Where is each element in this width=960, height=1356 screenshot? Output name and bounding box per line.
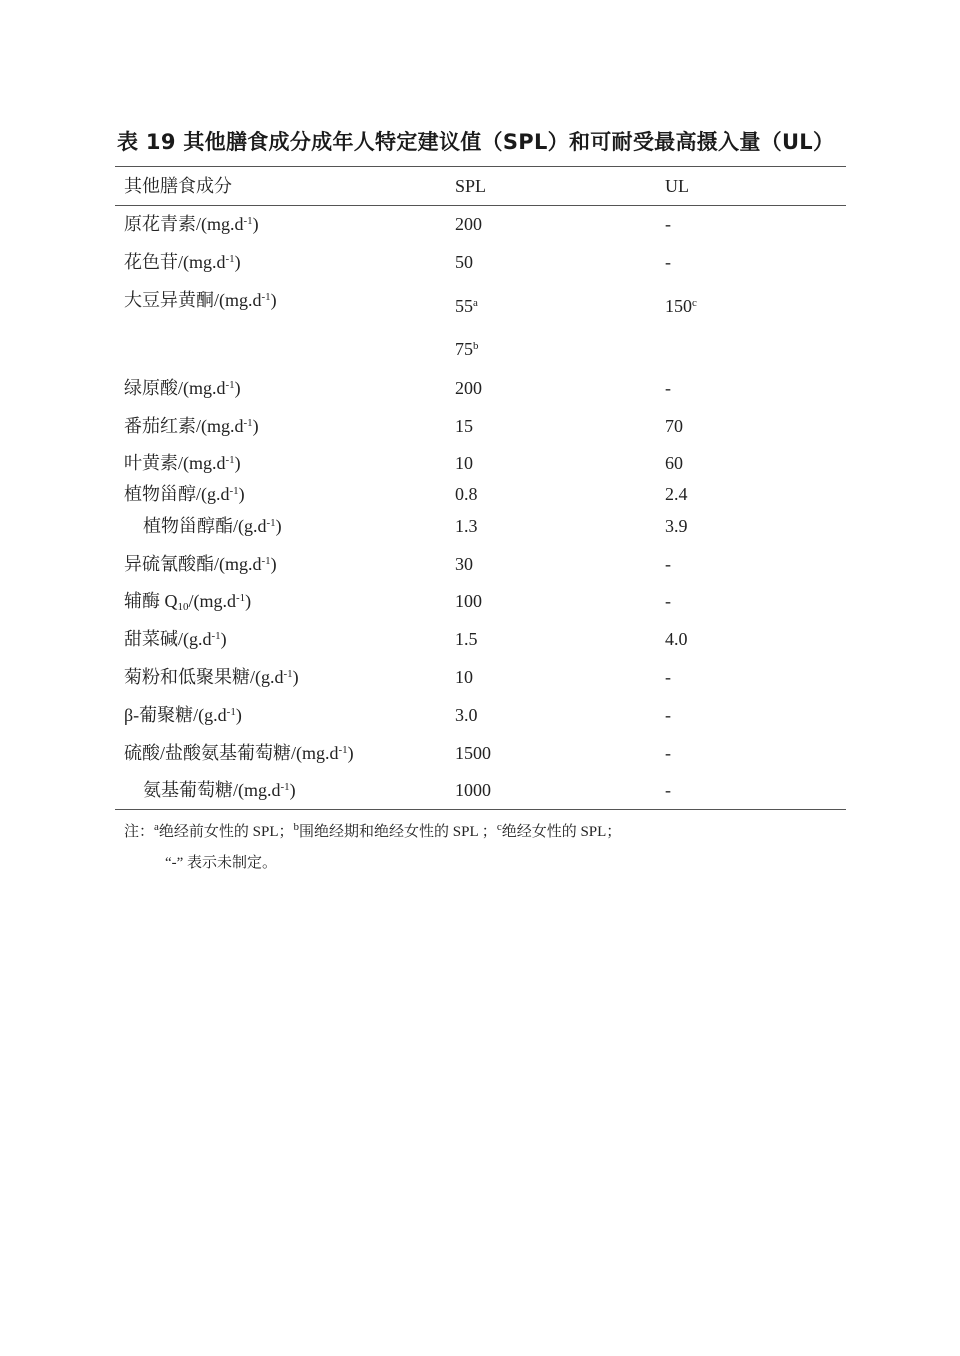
spl-value-spl-sup: b	[473, 340, 479, 352]
component-name	[124, 416, 259, 436]
component-name-name: 绿原酸/(mg.d	[124, 378, 226, 398]
spl-value	[455, 591, 482, 611]
spl-value	[455, 667, 473, 687]
spl-value-spl: 100	[455, 591, 482, 611]
spl-value-spl: 50	[455, 252, 473, 272]
component-name	[124, 743, 354, 763]
spl-value	[455, 214, 482, 234]
spl-value-spl: 0.8	[455, 484, 478, 504]
bottom-rule	[115, 809, 846, 810]
spl-value	[455, 629, 478, 649]
spl-value-spl: 15	[455, 416, 473, 436]
component-name	[124, 591, 251, 611]
ul-value	[665, 705, 671, 725]
ul-value-ul: -	[665, 591, 671, 611]
spl-value-spl: 200	[455, 378, 482, 398]
note-line2: “-” 表示未制定。	[165, 855, 278, 871]
spl-value-spl: 55	[455, 296, 473, 316]
component-name-end: )	[275, 516, 282, 536]
header-component: 其他膳食成分	[124, 176, 232, 196]
note-b-mark: b	[293, 821, 300, 833]
component-name	[124, 484, 245, 504]
note-prefix: 注：	[124, 824, 155, 840]
component-name-end: )	[245, 591, 252, 611]
component-name-sup: -1	[236, 592, 246, 604]
spl-value-spl: 10	[455, 667, 473, 687]
component-name-name: 原花青素/(mg.d	[124, 214, 244, 234]
component-name-end: )	[289, 780, 296, 800]
component-name	[124, 705, 242, 725]
component-name-sup: -1	[225, 454, 235, 466]
spl-value	[455, 252, 473, 272]
ul-value-ul: -	[665, 705, 671, 725]
component-name-end: )	[270, 290, 277, 310]
component-name-name: 硫酸/盐酸氨基葡萄糖/(mg.d	[124, 743, 339, 763]
ul-value	[665, 554, 671, 574]
component-name	[124, 629, 227, 649]
spl-value	[455, 378, 482, 398]
header-ul: UL	[665, 176, 689, 196]
ul-value-ul: -	[665, 554, 671, 574]
ul-value-ul: 3.9	[665, 516, 688, 536]
component-name	[124, 667, 299, 687]
note-a: 绝经前女性的 SPL；	[158, 824, 294, 840]
component-name-sup: -1	[243, 417, 253, 429]
spl-value-spl: 1.5	[455, 629, 478, 649]
component-name-end: )	[234, 252, 241, 272]
spl-value-spl: 10	[455, 453, 473, 473]
note-b: 围绝经期和绝经女性的 SPL ；	[299, 824, 497, 840]
component-name	[124, 554, 277, 574]
ul-value-ul: 4.0	[665, 629, 688, 649]
ul-value-ul: 70	[665, 416, 683, 436]
component-name-end: )	[292, 667, 299, 687]
component-name-name: 植物甾醇酯/(g.d	[143, 516, 267, 536]
top-rule	[115, 166, 846, 167]
ul-value	[665, 214, 671, 234]
component-name-name: 大豆异黄酮/(mg.d	[124, 290, 262, 310]
spl-value-spl: 200	[455, 214, 482, 234]
component-name-end: )	[220, 629, 227, 649]
component-name-end: )	[238, 484, 245, 504]
ul-value	[665, 591, 671, 611]
component-name-end: )	[347, 743, 354, 763]
ul-value-ul: -	[665, 252, 671, 272]
component-name-name: 异硫氰酸酯/(mg.d	[124, 554, 262, 574]
spl-value	[455, 339, 479, 359]
note-c: 绝经女性的 SPL；	[501, 824, 622, 840]
component-name-sup: -1	[225, 379, 235, 391]
component-name-sub: 10	[177, 601, 189, 613]
ul-value	[665, 252, 671, 272]
spl-value	[455, 453, 473, 473]
table-note	[124, 820, 621, 841]
ul-value	[665, 378, 671, 398]
ul-value-ul: -	[665, 780, 671, 800]
ul-value	[665, 667, 671, 687]
component-name	[143, 780, 296, 800]
component-name-end: )	[234, 378, 241, 398]
ul-value-ul: -	[665, 743, 671, 763]
component-name	[143, 516, 282, 536]
component-name-name: 氨基葡萄糖/(mg.d	[143, 780, 281, 800]
component-name	[124, 214, 259, 234]
spl-value-spl: 3.0	[455, 705, 478, 725]
ul-value	[665, 780, 671, 800]
component-name-sup: -1	[280, 781, 290, 793]
component-name-sup: -1	[243, 215, 253, 227]
spl-value	[455, 296, 478, 316]
header-spl: SPL	[455, 176, 487, 196]
component-name	[124, 453, 241, 473]
ul-value-ul: -	[665, 214, 671, 234]
component-name-end: )	[235, 705, 242, 725]
component-name-end: )	[252, 416, 259, 436]
spl-value	[455, 780, 491, 800]
ul-value	[665, 743, 671, 763]
component-name-sup: -1	[261, 555, 271, 567]
spl-value-spl: 1500	[455, 743, 491, 763]
component-name	[124, 378, 241, 398]
component-name-sup: -1	[226, 706, 236, 718]
spl-value-spl: 1000	[455, 780, 491, 800]
component-name-name: 甜菜碱/(g.d	[124, 629, 212, 649]
spl-value-spl: 30	[455, 554, 473, 574]
component-name-end: )	[252, 214, 259, 234]
spl-value	[455, 743, 491, 763]
spl-value	[455, 516, 478, 536]
ul-value-ul: 2.4	[665, 484, 688, 504]
ul-value	[665, 484, 688, 504]
spl-value-spl: 1.3	[455, 516, 478, 536]
component-name-name: 番茄红素/(mg.d	[124, 416, 244, 436]
ul-value-ul: 60	[665, 453, 683, 473]
component-name-name: β-葡聚糖/(g.d	[124, 705, 227, 725]
component-name-sup: -1	[266, 517, 276, 529]
ul-value	[665, 453, 683, 473]
component-name-name2: /(mg.d	[188, 591, 236, 611]
component-name-sup: -1	[225, 253, 235, 265]
component-name	[124, 290, 277, 310]
spl-value	[455, 484, 478, 504]
component-name-sup: -1	[211, 630, 221, 642]
ul-value	[665, 416, 683, 436]
ul-value	[665, 629, 688, 649]
spl-value	[455, 416, 473, 436]
ul-value-ul: -	[665, 378, 671, 398]
component-name-name: 花色苷/(mg.d	[124, 252, 226, 272]
component-name-name: 植物甾醇/(g.d	[124, 484, 230, 504]
note-a-mark: a	[154, 821, 159, 833]
component-name-end: )	[234, 453, 241, 473]
spl-value	[455, 554, 473, 574]
component-name-sup: -1	[338, 744, 348, 756]
ul-value-ul: 150	[665, 296, 692, 316]
spl-value	[455, 705, 478, 725]
component-name-name: 辅酶 Q	[124, 591, 178, 611]
component-name	[124, 252, 241, 272]
ul-value	[665, 296, 697, 316]
component-name-sup: -1	[261, 291, 271, 303]
component-name-end: )	[270, 554, 277, 574]
component-name-sup: -1	[229, 485, 239, 497]
component-name-name: 叶黄素/(mg.d	[124, 453, 226, 473]
component-name-name: 菊粉和低聚果糖/(g.d	[124, 667, 284, 687]
spl-value-spl-sup: a	[473, 297, 478, 309]
ul-value	[665, 516, 688, 536]
note-c-mark: c	[496, 821, 502, 833]
ul-value-ul: -	[665, 667, 671, 687]
ul-value-ul-sup: c	[692, 297, 697, 309]
spl-value-spl: 75	[455, 339, 473, 359]
header-rule	[115, 205, 846, 206]
component-name-sup: -1	[283, 668, 293, 680]
table-title: 表 19 其他膳食成分成年人特定建议值（SPL）和可耐受最高摄入量（UL）	[117, 130, 835, 154]
